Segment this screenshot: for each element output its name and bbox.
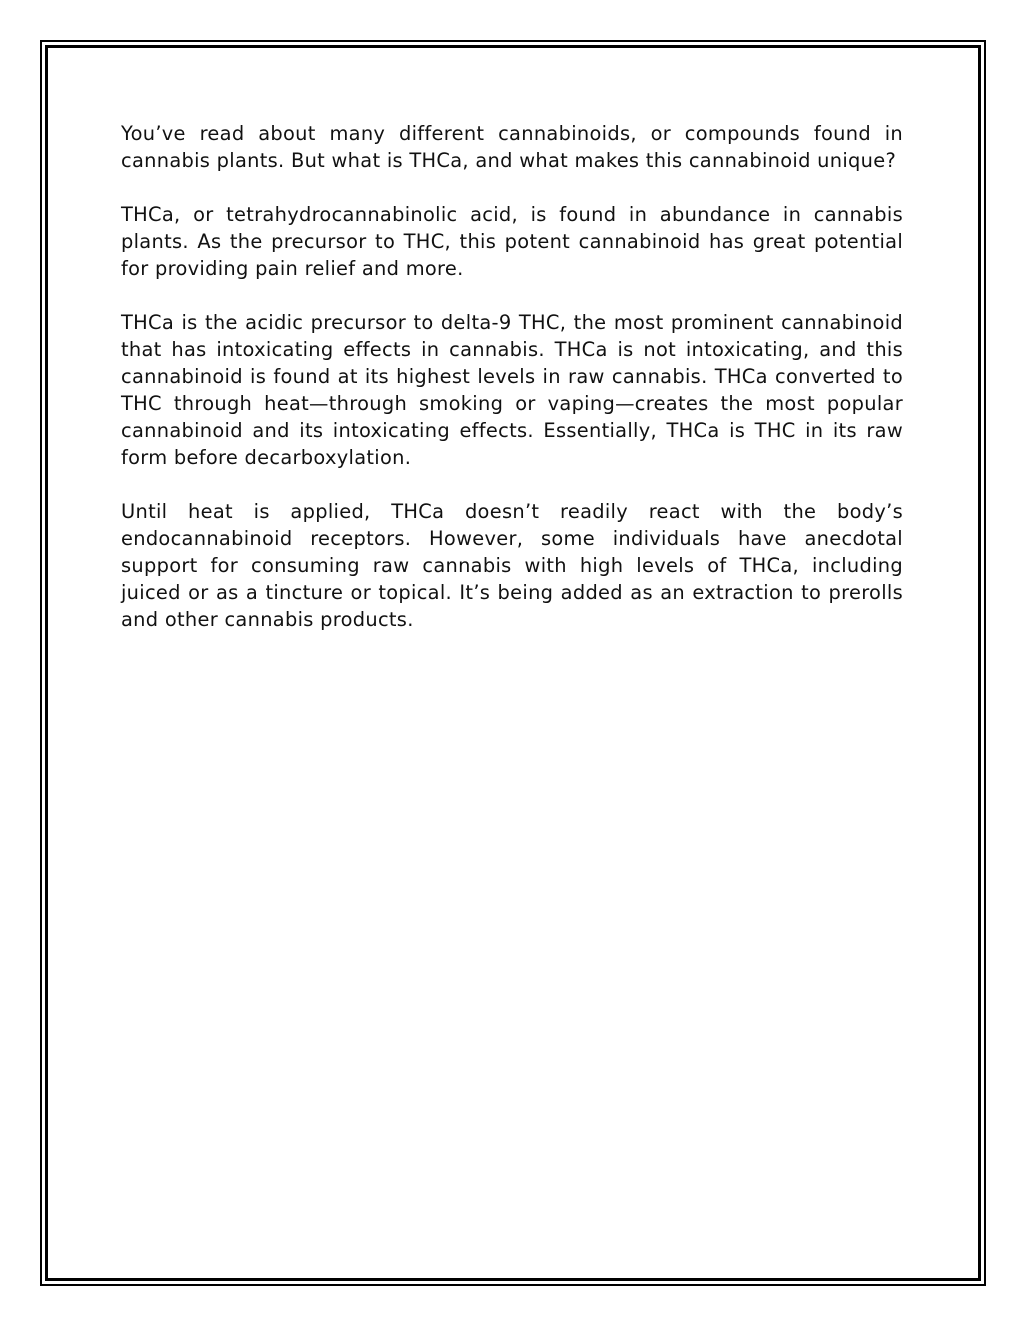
paragraph-precursor: THCa is the acidic precursor to delta-9 THC, the most prominent cannabinoid that has intoxicating effects in cannabis. THCa is not intoxicating, and this cannabinoid is found at its highest levels in raw cannabis. THCa converted to THC through heat—through smoking or vaping—creates the most popular cannabinoid and its intoxicating effects. Essentially, THCa is THC in its raw form before decarboxylation. — [121, 311, 903, 469]
document-body — [121, 120, 903, 660]
paragraph-definition: THCa, or tetrahydrocannabinolic acid, is found in abundance in cannabis plants. As the precursor to THC, this potent cannabinoid has great potential for providing pain relief and more. — [121, 203, 903, 280]
paragraph-raw-use: Until heat is applied, THCa doesn’t readily react with the body’s endocannabinoid receptors. However, some individuals have anecdotal support for consuming raw cannabis with high levels of THCa, including juiced or as a tincture or topical. It’s being added as an extraction to prerolls and other cannabis products. — [121, 500, 903, 631]
paragraph-intro: You’ve read about many different cannabinoids, or compounds found in cannabis plants. But what is THCa, and what makes this cannabinoid unique? — [121, 122, 903, 172]
